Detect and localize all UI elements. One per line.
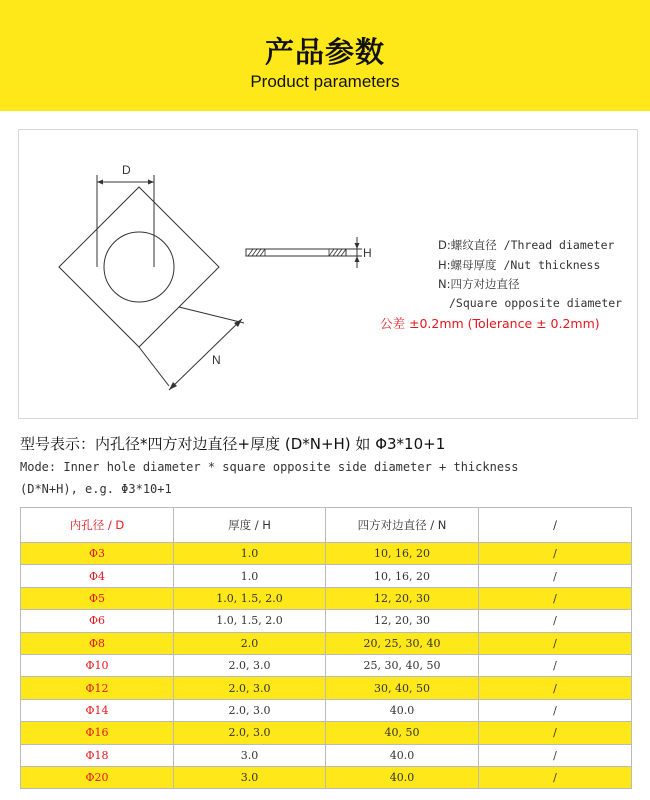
table-cell: 1.0, 1.5, 2.0 [174,587,326,609]
table-cell: 1.0 [174,543,326,565]
page-subtitle: Product parameters [250,72,400,91]
table-row [21,699,632,721]
table-cell: Φ18 [21,744,174,766]
table-cell: Φ10 [21,654,174,676]
table-cell: 40.0 [326,699,479,721]
table-cell: / [479,677,632,699]
table-cell: / [479,610,632,632]
table-cell: / [479,744,632,766]
table-cell: Φ3 [21,543,174,565]
table-row [21,543,632,565]
table-row [21,565,632,587]
table-cell: Φ12 [21,677,174,699]
table-cell: 2.0 [174,632,326,654]
table-cell: 2.0, 3.0 [174,722,326,744]
spec-table [20,507,632,789]
table-cell: 20, 25, 30, 40 [326,632,479,654]
table-cell: / [479,632,632,654]
table-cell: 1.0, 1.5, 2.0 [174,610,326,632]
table-row [21,632,632,654]
table-cell: 2.0, 3.0 [174,699,326,721]
table-cell: 2.0, 3.0 [174,677,326,699]
table-cell: Φ4 [21,565,174,587]
tolerance-note: 公差 ±0.2mm (Tolerance ± 0.2mm) [380,316,600,331]
table-cell: 10, 16, 20 [326,543,479,565]
table-row [21,654,632,676]
table-row [21,766,632,788]
table-cell: Φ5 [21,587,174,609]
legend-d: D:螺纹直径 /Thread diameter [438,238,615,252]
table-cell: / [479,699,632,721]
table-cell: 40.0 [326,744,479,766]
square-nut-diagram [19,130,639,420]
table-cell: 12, 20, 30 [326,610,479,632]
column-header: / [479,508,632,543]
table-row [21,722,632,744]
page-title: 产品参数 [264,35,385,69]
table-cell: 40.0 [326,766,479,788]
table-cell: 12, 20, 30 [326,587,479,609]
table-row [21,610,632,632]
column-header: 内孔径 / D [21,508,174,543]
legend-n-en: /Square opposite diameter [449,296,623,310]
table-cell: Φ8 [21,632,174,654]
table-cell: / [479,654,632,676]
label-h: H [363,246,372,260]
model-notation-en: Mode: Inner hole diameter * square opposite side diameter + thickness [20,460,519,474]
table-cell: 3.0 [174,744,326,766]
label-n: N [212,353,221,367]
table-header-row [21,508,632,543]
label-d: D [122,163,131,177]
table-cell: 40, 50 [326,722,479,744]
legend-n: N:四方对边直径 [438,277,520,291]
table-cell: / [479,565,632,587]
table-cell: / [479,766,632,788]
legend-h: H:螺母厚度 /Nut thickness [438,258,601,272]
table-cell: / [479,543,632,565]
table-cell: 3.0 [174,766,326,788]
table-cell: Φ16 [21,722,174,744]
column-header: 四方对边直径 / N [326,508,479,543]
table-cell: 25, 30, 40, 50 [326,654,479,676]
table-row [21,587,632,609]
table-cell: 30, 40, 50 [326,677,479,699]
table-cell: Φ14 [21,699,174,721]
n-dimension-line [169,319,242,390]
table-cell: 2.0, 3.0 [174,654,326,676]
table-cell: / [479,722,632,744]
table-cell: 10, 16, 20 [326,565,479,587]
inner-hole [104,232,174,302]
header-banner [0,0,650,111]
model-notation-example: (D*N+H), e.g. Φ3*10+1 [20,482,172,496]
column-header: 厚度 / H [174,508,326,543]
table-cell: Φ20 [21,766,174,788]
diagram-panel [18,129,638,419]
n-extension-1 [179,307,244,323]
table-cell: / [479,587,632,609]
table-row [21,744,632,766]
n-extension-2 [139,347,169,386]
table-row [21,677,632,699]
model-notation-zh: 型号表示：内孔径*四方对边直径+厚度 (D*N+H) 如 Φ3*10+1 [20,435,446,453]
table-cell: 1.0 [174,565,326,587]
table-cell: Φ6 [21,610,174,632]
